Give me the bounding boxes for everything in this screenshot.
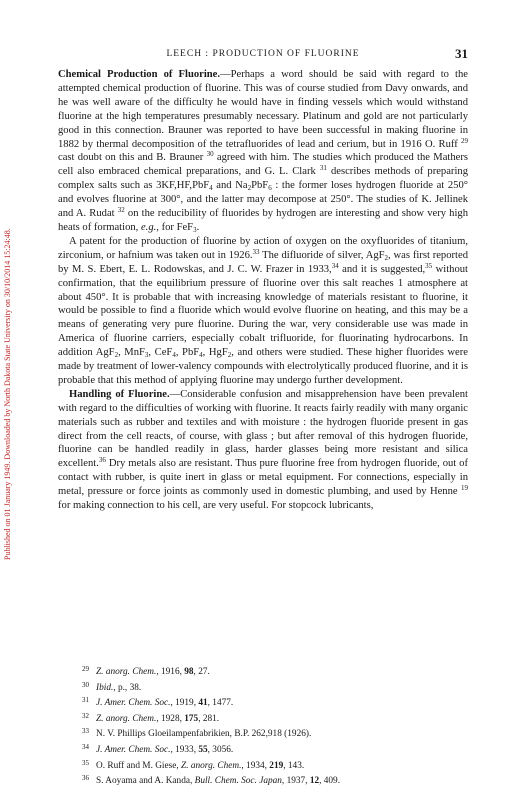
running-head: LEECH : PRODUCTION OF FLUORINE <box>166 49 360 59</box>
reference-marker: 30 <box>206 150 214 159</box>
reference-marker: 29 <box>461 136 468 145</box>
section-heading-chemical-production: Chemical Production of Fluorine. <box>58 69 221 80</box>
page-header <box>58 46 468 63</box>
footnote: 33 N. V. Phillips Gloeilampenfabrikien, B.P. 262,918 (1926). <box>82 727 312 740</box>
reference-marker: 31 <box>319 164 327 173</box>
footnote: 35 O. Ruff and M. Giese, Z. anorg. Chem., 1934, 219, 143. <box>82 758 305 771</box>
footnotes <box>82 663 468 788</box>
reference-marker: 32 <box>117 206 125 215</box>
reference-marker: 35 <box>425 261 433 270</box>
footnote: 29 Z. anorg. Chem., 1916, 98, 27. <box>82 665 210 677</box>
reference-marker: 36 <box>98 456 106 465</box>
footnote: 30 Ibid., p., 38. <box>82 680 142 693</box>
page-number: 31 <box>455 46 468 61</box>
paragraph-handling: Handling of Fluorine.—Considerable confusion and misapprehension have been prevalent with regard to the difficulties of working with fluorine. It reacts fairly readily with many organic materials such as rubber and textiles and with moisture : the hydrogen fluoride present in gas direct from the cell reacts, of course, with glass ; but after removal of this hydrogen fluoride, fluorine can be handled readily in glass, harder glasses being more resistant and silica excellent.$^{36}$ Dry metals also are resistant. Thus pure fluorine free from hydrogen fluoride, out of contact with rubber, is quite inert in glass or metal equipment. For connections, especially in metal, pressure or force joints as commonly used in domestic plumbing, and used by Henne $^{19}$ for making connection to his cell, are very useful. For stopcock lubricants, <box>58 388 468 512</box>
paragraph-patent: A patent for the production of fluorine by action of oxygen on the oxyfluorides of titanium, zirconium, or hafnium was taken out in 1926.33 The difluoride of silver, AgF$_2$, was first reported by M. S. Ebert, E. L. Rodowskas, and J. C. W. Frazer in 1933,34 and it is suggested,$^{35}$ without confirmation, that the equilibrium pressure of fluorine over this salt reaches 1 atmosphere at about 450°. It is probable that with increasing knowledge of materials resistant to fluorine, it would be possible to find a fluoride which would evolve fluorine on heating, and this may be a means of generating very pure fluorine. During the war, very considerable use was made in America of fluorine carriers, especially cobalt trifluoride, for fluorinating hydrocarbons. In addition AgF$_2$, MnF$_3$, CeF$_4$, PbF$_4$, HgF$_2$, and others were studied. These higher fluorides were made by treatment of lower-valency compounds with electrolytically produced fluorine, and it is probable that this method of applying fluorine may undergo further development. <box>58 235 468 386</box>
footnote: 34 J. Amer. Chem. Soc., 1933, 55, 3056. <box>82 742 234 755</box>
reference-marker: 33 <box>252 247 260 256</box>
reference-marker: 19 <box>461 484 468 493</box>
footnote: 36 S. Aoyama and A. Kanda, Bull. Chem. Soc. Japan, 1937, 12, 409. <box>82 774 341 787</box>
section-heading-handling: Handling of Fluorine. <box>69 388 170 400</box>
download-watermark <box>3 40 15 560</box>
paragraph-chemical-production: Chemical Production of Fluorine.—Perhaps a word should be said with regard to the attempted chemical production of fluorine. This was of course studied from Davy onwards, and he was well aware of the difficulty he would have in finding vessels which would withstand fluorine at the high temperatures presumably necessary. Platinum and gold are not particularly good in this connection. Brauner was reported to have been successful in making fluorine in 1882 by thermal decomposition of the tetrafluorides of lead and cerium, but in 1916 O. Ruff $^{29}$ cast doubt on this and B. Brauner $^{30}$ agreed with him. The studies which produced the Mathers cell also embraced chemical preparations, and G. L. Clark $^{31}$ describes methods of preparing complex salts such as 3KF,HF,PbF$_4$ and $Na_2PbF_6$ : the former loses hydrogen fluoride at 250° and evolves fluorine at 300°, and the latter may decompose at 250°. The studies of K. Jellinek and A. Rudat $^{32}$ on the reducibility of fluorides by hydrogen are interesting and show very high heats of formation, e.g., for FeF$_3$. <box>58 69 469 234</box>
download-watermark-text: Published on 01 January 1949. Downloaded by North Dakota State University on 30/10/2014 15:24:48. <box>3 228 12 560</box>
footnote: 32 Z. anorg. Chem., 1928, 175, 281. <box>82 711 220 724</box>
article-body <box>58 68 468 513</box>
footnote: 31 J. Amer. Chem. Soc., 1919, 41, 1477. <box>82 696 234 709</box>
reference-marker: 34 <box>331 261 339 270</box>
